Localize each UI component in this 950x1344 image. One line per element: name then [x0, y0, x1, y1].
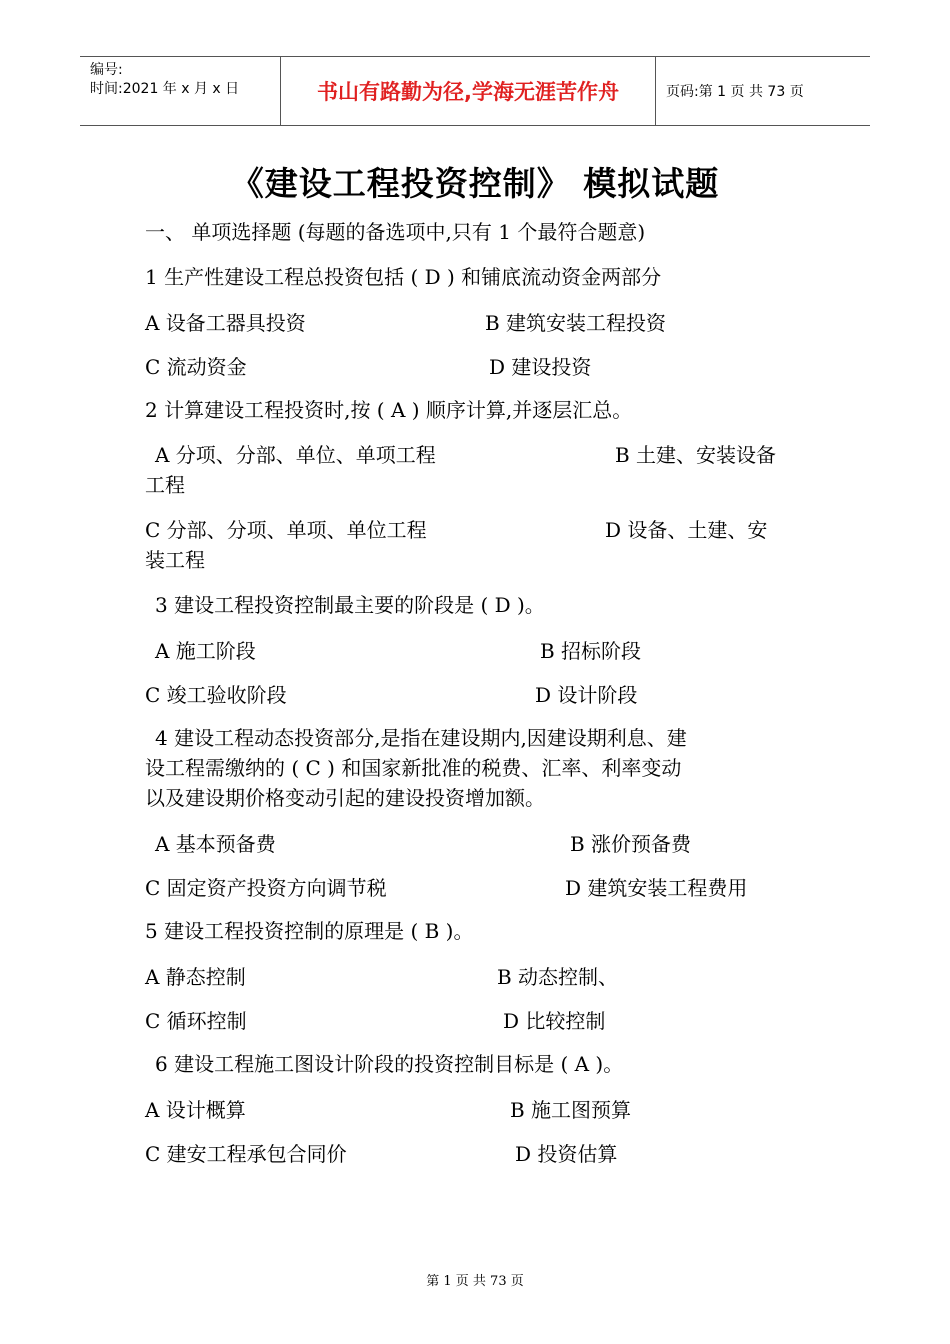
- question-4-option-b: B 涨价预备费: [570, 832, 692, 856]
- question-3-options-ab: [145, 635, 810, 664]
- question-5-stem: 5 建设工程投资控制的原理是 ( B )。: [145, 919, 474, 943]
- question-3-option-d: D 设计阶段: [535, 683, 638, 707]
- question-1-stem: 1 生产性建设工程总投资包括 ( D ) 和铺底流动资金两部分: [145, 265, 662, 289]
- page-header: [80, 56, 870, 126]
- question-2-option-a: A 分项、分部、单位、单项工程: [155, 443, 436, 467]
- question-3-stem: 3 建设工程投资控制最主要的阶段是 ( D )。: [155, 593, 545, 617]
- question-4-options-cd: [145, 872, 810, 901]
- question-2-option-d: D 设备、土建、安: [605, 518, 768, 542]
- page-footer: 第 1 页 共 73 页: [426, 1274, 524, 1289]
- document-number-label: 编号:: [90, 62, 123, 78]
- document-time-label: 时间:2021 年 x 月 x 日: [90, 81, 240, 97]
- section-heading: 一、 单项选择题 (每题的备选项中,只有 1 个最符合题意): [145, 220, 646, 244]
- header-page-info: 页码:第 1 页 共 73 页: [666, 84, 804, 100]
- question-2-options-ab: [145, 440, 810, 500]
- question-6-stem: 6 建设工程施工图设计阶段的投资控制目标是 ( A )。: [155, 1052, 624, 1076]
- question-2-option-c: C 分部、分项、单项、单位工程: [145, 518, 427, 542]
- question-1-option-a: A 设备工器具投资: [145, 311, 306, 335]
- question-3-option-b: B 招标阶段: [540, 639, 642, 663]
- header-meta: [80, 57, 280, 125]
- question-4-option-a: A 基本预备费: [155, 832, 276, 856]
- document-title: 《建设工程投资控制》 模拟试题: [230, 164, 720, 203]
- question-4-stem-line-3: 以及建设期价格变动引起的建设投资增加额。: [145, 786, 545, 810]
- question-4-stem: [145, 723, 810, 813]
- question-5-option-c: C 循环控制: [145, 1009, 247, 1033]
- question-6-option-a: A 设计概算: [145, 1098, 246, 1122]
- question-2-stem: 2 计算建设工程投资时,按 ( A ) 顺序计算,并逐层汇总。: [145, 398, 633, 422]
- question-5-option-b: B 动态控制、: [497, 965, 619, 989]
- question-1-option-d: D 建设投资: [489, 355, 592, 379]
- question-3-options-cd: [145, 679, 810, 708]
- question-6-option-c: C 建安工程承包合同价: [145, 1142, 347, 1166]
- question-4-option-d: D 建筑安装工程费用: [565, 876, 748, 900]
- question-4-option-c: C 固定资产投资方向调节税: [145, 876, 387, 900]
- question-1-option-b: B 建筑安装工程投资: [485, 311, 667, 335]
- question-5-option-d: D 比较控制: [503, 1009, 606, 1033]
- question-3-option-a: A 施工阶段: [155, 639, 256, 663]
- question-4-stem-line-1: 4 建设工程动态投资部分,是指在建设期内,因建设期利息、建: [155, 726, 687, 750]
- question-3-option-c: C 竣工验收阶段: [145, 683, 287, 707]
- question-1-options-ab: [145, 307, 810, 336]
- question-6-option-d: D 投资估算: [515, 1142, 618, 1166]
- question-4-stem-line-2: 设工程需缴纳的 ( C ) 和国家新批准的税费、汇率、利率变动: [145, 756, 682, 780]
- question-2-option-b-continued: 工程: [145, 473, 185, 497]
- question-1-options-cd: [145, 351, 810, 380]
- question-1-option-c: C 流动资金: [145, 355, 247, 379]
- question-2-option-d-continued: 装工程: [145, 548, 205, 572]
- question-5-option-a: A 静态控制: [145, 965, 246, 989]
- question-4-options-ab: [145, 828, 810, 857]
- question-6-options-ab: [145, 1094, 810, 1123]
- question-2-option-b: B 土建、安装设备: [615, 443, 777, 467]
- header-motto: 书山有路勤为径,学海无涯苦作舟: [280, 57, 656, 125]
- question-2-options-cd: [145, 515, 810, 575]
- question-6-options-cd: [145, 1138, 810, 1167]
- question-5-options-ab: [145, 961, 810, 990]
- question-6-option-b: B 施工图预算: [510, 1098, 632, 1122]
- document-body: [145, 217, 810, 1167]
- question-5-options-cd: [145, 1005, 810, 1034]
